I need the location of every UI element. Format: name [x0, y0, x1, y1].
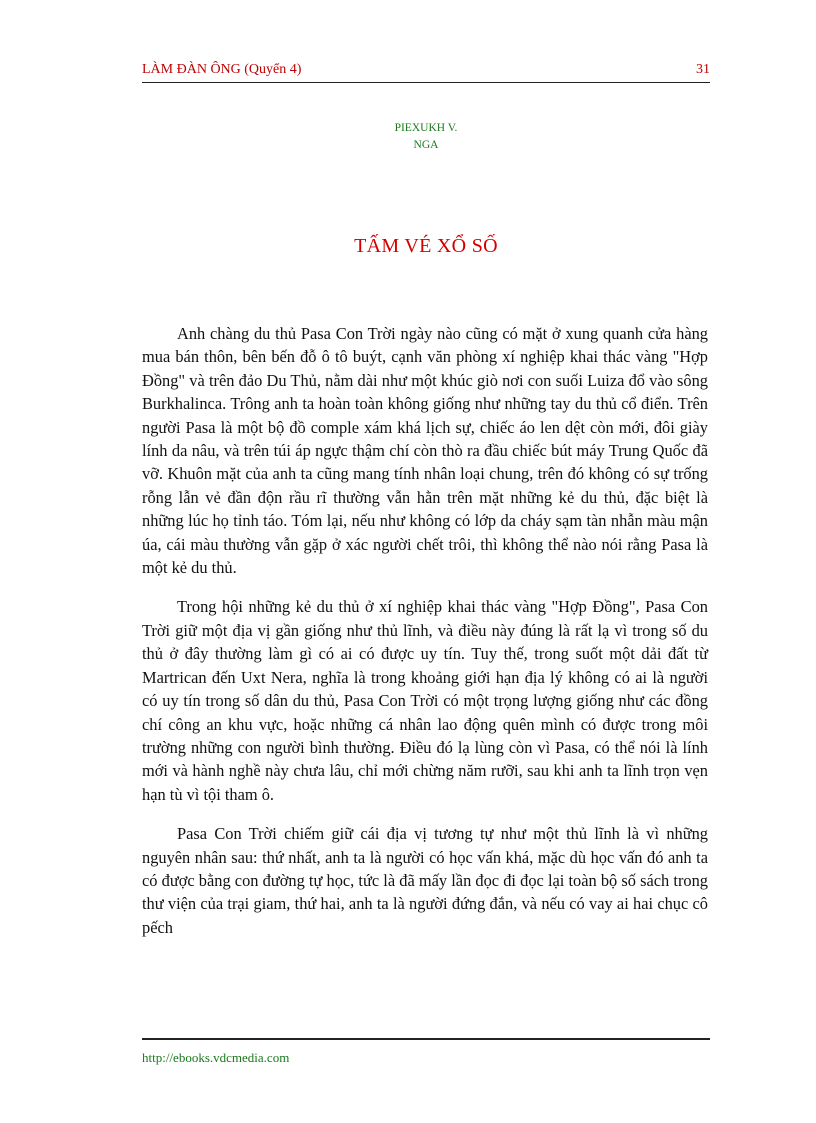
author-country: NGA: [413, 139, 439, 151]
paragraph: Pasa Con Trời chiếm giữ cái địa vị tương tự như một thủ lĩnh là vì những nguyên nhân sau: thứ nhất, anh ta là người có học vấn khá, mặc dù học vấn đó anh ta có được bằng con đường tự học, tức là đã mấy lần đọc đi đọc lại toàn bộ số sách trong thư viện của trại giam, thứ hai, anh ta là người đứng đắn, và nếu có vay ai hai chục cô pếch: [142, 824, 708, 937]
page-footer: [142, 1038, 710, 1067]
story-title: TẤM VÉ XỔ SỐ: [354, 235, 498, 257]
ebook-url-link[interactable]: http://ebooks.vdcmedia.com: [142, 1050, 290, 1065]
paragraph: Anh chàng du thủ Pasa Con Trời ngày nào cũng có mặt ở xung quanh cửa hàng mua bán thôn, bên bến đỗ ô tô buýt, cạnh văn phòng xí nghiệp khai thác vàng "Hợp Đồng" và trên đảo Du Thủ, nằm dài như một khúc giò nơi con suối Luiza đổ vào sông Burkhalinca. Trông anh ta hoàn toàn không giống như những tay du thủ cổ điển. Trên người Pasa là một bộ đồ comple xám khá lịch sự, chiếc áo len dệt còn mới, đôi giày lính da nâu, và trên túi áp ngực thậm chí còn thò ra đầu chiếc bút máy Trung Quốc đã vỡ. Khuôn mặt của anh ta cũng mang tính nhân loại chung, trên đó không có sự trống rỗng lẫn vẻ đần độn rầu rĩ thường vẫn hằn trên mặt những kẻ du thủ, đặc biệt là những lúc họ tỉnh táo. Tóm lại, nếu như không có lớp da cháy sạm tàn nhẫn màu mận úa, cái màu thường vẫn gặp ở xác người chết trôi, thì không thể nào nói rằng Pasa là một kẻ du thủ.: [142, 324, 708, 578]
book-title: LÀM ĐÀN ÔNG (Quyển 4): [142, 62, 302, 77]
page-number: 31: [696, 62, 710, 77]
author-name: PIEXUKH V.: [394, 122, 458, 134]
story-body: [142, 322, 708, 955]
author-block: [142, 120, 710, 154]
paragraph: Trong hội những kẻ du thủ ở xí nghiệp khai thác vàng "Hợp Đồng", Pasa Con Trời giữ một địa vị gần giống như thủ lĩnh, và điều này đúng là rất lạ vì trong số du thủ ở đây thường làm gì có ai có được uy tín. Tuy thế, trong suốt một dải đất từ Martrican đến Uxt Nera, nghĩa là trong khoảng giới hạn địa lý không có ai là người có uy tín trong số dân du thủ, Pasa Con Trời có một trọng lượng giống như các đồng chí công an khu vực, hoặc những cá nhân lao động quên mình có được trong môi trường những con người bình thường. Điều đó lạ lùng còn vì Pasa, có thể nói là lính mới và hành nghề này chưa lâu, chỉ mới chừng năm rưỡi, sau khi anh ta lĩnh trọn vẹn hạn tù vì tội tham ô.: [142, 597, 708, 804]
running-header: [142, 62, 710, 83]
